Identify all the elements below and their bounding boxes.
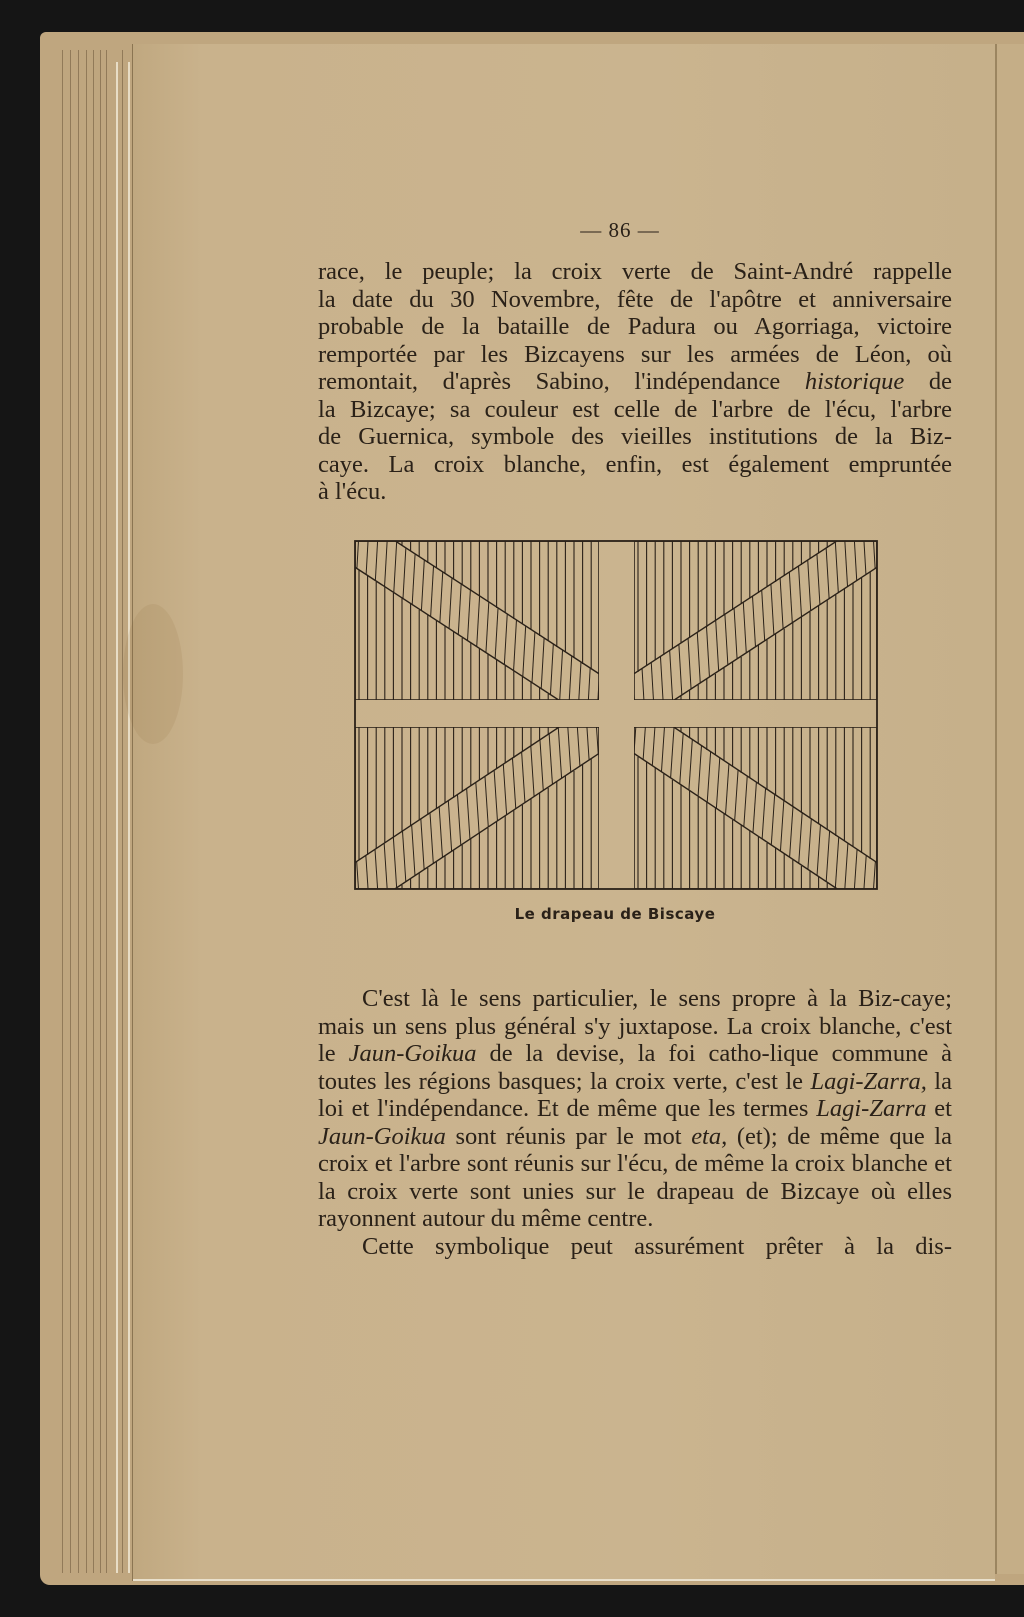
hatch-line-saltire xyxy=(612,677,617,757)
hatch-line-saltire xyxy=(871,540,876,583)
hatch-line-saltire xyxy=(615,676,620,756)
paragraph-2 xyxy=(318,985,952,1260)
text-line: de Guernica, symbole des vieilles institutions de la Biz- xyxy=(318,423,952,450)
text-run: remontait, d'après Sabino, l'indépendance xyxy=(318,368,805,395)
hatch-line-saltire xyxy=(383,829,388,890)
hatch-line-saltire xyxy=(862,841,867,890)
flag-of-biscay-illustration xyxy=(354,540,878,890)
page-edge-highlight xyxy=(116,62,118,1573)
flag-quadrant xyxy=(354,670,627,890)
hatch-line-saltire xyxy=(356,847,361,890)
flag-quadrant xyxy=(606,670,878,890)
text-run: de la devise, la foi catho-lique commune à toutes les régions basques; la croix verte, c'est le xyxy=(318,1040,952,1095)
page-edge xyxy=(86,50,87,1573)
hatch-line-saltire xyxy=(356,540,361,583)
saltire-band-outline xyxy=(354,709,611,890)
hatch-line-saltire xyxy=(862,540,867,589)
italic-term: Jaun-Goikua xyxy=(348,1040,477,1067)
saltire-hatching xyxy=(354,540,628,757)
text-run: de xyxy=(904,368,952,395)
hatch-line-saltire xyxy=(623,677,628,757)
italic-term: historique xyxy=(804,368,905,395)
page-edge xyxy=(93,50,94,1573)
flag-quadrant xyxy=(354,540,628,757)
hatch-line-saltire xyxy=(614,672,619,752)
hatch-line-saltire xyxy=(834,540,839,607)
text-run: (et); de même que la croix et l'arbre sont réunis sur l'écu, de même la croix blanche et la croix verte sont unies sur le drapeau de Bizcaye où elles rayonnent autour du même centre. xyxy=(318,1122,952,1232)
italic-term: Lagi-Zarra, xyxy=(810,1067,927,1095)
hatch-line-saltire xyxy=(606,670,611,750)
hatch-line-saltire xyxy=(871,847,876,890)
figure-caption: Le drapeau de Biscaye xyxy=(514,905,716,923)
paper-stain xyxy=(123,604,183,744)
facing-page-edge xyxy=(995,44,1024,1574)
quadrant-border xyxy=(355,541,599,700)
text-line: la Bizcaye; sa couleur est celle de l'arbre de l'écu, l'arbre xyxy=(318,395,952,423)
hatch-line-saltire xyxy=(623,666,628,746)
page-edge xyxy=(100,50,101,1573)
text-run: sont réunis par le mot xyxy=(445,1122,692,1150)
page-edge xyxy=(122,50,123,1573)
quadrant-border xyxy=(634,727,877,889)
text-line: à l'écu. xyxy=(318,478,387,505)
text-line: remportée par les Bizcayens sur les armées de Léon, où xyxy=(318,340,952,368)
page-edge xyxy=(78,50,79,1573)
italic-term: Lagi-Zarra xyxy=(816,1095,927,1122)
page-edge xyxy=(106,50,107,1573)
text-line: probable de la bataille de Padura ou Agorriaga, victoire xyxy=(318,313,952,340)
text-line: caye. La croix blanche, enfin, est également empruntée xyxy=(318,450,952,478)
hatch-line-saltire xyxy=(624,682,629,762)
saltire-band-outline xyxy=(354,540,611,718)
text-line: la date du 30 Novembre, fête de l'apôtre et anniversaire xyxy=(318,285,952,313)
text-run: la loi et l'indépendance. Et de même que les termes xyxy=(318,1067,952,1122)
page-edge xyxy=(70,50,71,1573)
page-number: — 86 — xyxy=(580,218,660,242)
page-edge-highlight xyxy=(128,62,130,1573)
hatch-line-saltire xyxy=(825,816,830,890)
saltire-hatching xyxy=(354,670,627,890)
paragraph-text xyxy=(318,985,952,1233)
hatch-line-saltire xyxy=(604,678,609,758)
paragraph-3: Cette symbolique peut assurément prêter à la dis- xyxy=(362,1232,952,1260)
text-run: et xyxy=(926,1095,952,1122)
text-line: race, le peuple; la croix verte de Saint-André rappelle xyxy=(318,258,952,285)
hatch-line-saltire xyxy=(402,540,407,613)
hatch-line-saltire xyxy=(603,683,608,763)
flag-border xyxy=(355,541,877,889)
italic-term: eta, xyxy=(691,1122,728,1150)
hatch-line-saltire xyxy=(605,665,610,745)
hatch-line-saltire xyxy=(614,671,619,751)
paragraph-1 xyxy=(318,258,952,506)
hatch-line-saltire xyxy=(834,822,839,890)
quadrant-border xyxy=(634,541,877,700)
flag-quadrant xyxy=(604,540,878,758)
page-edge xyxy=(62,50,63,1573)
text-run: C'est là le sens particulier, le sens propre à la Biz-caye; mais un sens plus général s'y juxtapose. La croix blanche, c'est le xyxy=(318,985,952,1067)
hatch-line-saltire xyxy=(375,540,380,595)
hatch-line-saltire xyxy=(853,540,858,595)
hatch-line-saltire xyxy=(621,670,626,750)
italic-term: Jaun-Goikua xyxy=(318,1122,446,1150)
text-line xyxy=(318,368,952,396)
